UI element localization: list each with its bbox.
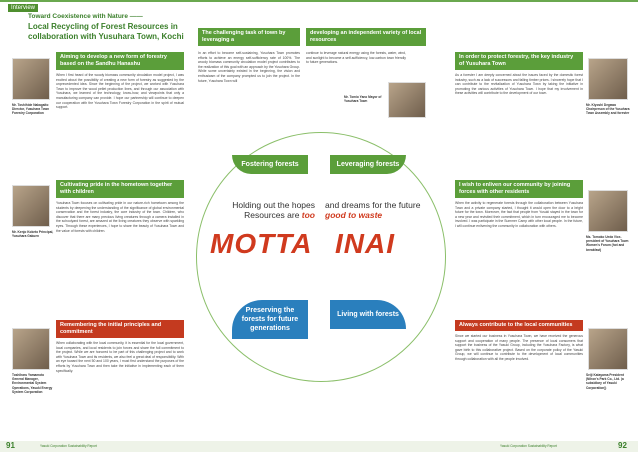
section-7-body: When collaborating with the local community, it is essential for the local government, local companies, and local residents to join forces and share the full commitment to the project. While we are honored to be part of this challenging project and to work with Yusuhara Town and its residents, we also feel a great deal of responsibility. With an eye toward the next 50 and 100 years, I must first understand the purposes of the efforts by Yusuhara Town and then take the initiative in implementing each of them specifically. <box>56 341 184 373</box>
header-tag: Interview <box>8 4 38 12</box>
footer-text-right: Yasuki Corporation Sustainability Report <box>500 444 557 448</box>
section-7-caption: Toshiharu Yamamoto General Manager, Environmental System Operations, Yasuki Energy System Corporation <box>12 373 53 394</box>
section-1 <box>56 52 184 110</box>
section-8-body: Since we started our business in Yusuhara Town, we have received the generous support and cooperation of many people. The presence of local consumers that support the business of the Yasuki Group, including the Yusuhara Factory, is what gave birth to this collaborative project. Based on the corporate policy of the Yasuki Group, we will continue to contribute to the development of local communities through collaboration with all the people involved. <box>455 334 583 361</box>
portrait-photo <box>12 185 50 227</box>
section-3-title: developing an independent variety of local resources <box>306 28 426 46</box>
portrait-photo <box>12 58 50 100</box>
section-4 <box>455 52 583 96</box>
portrait-photo <box>12 328 50 370</box>
page-number-right: 92 <box>618 441 627 450</box>
portrait-photo <box>588 58 628 100</box>
leveraging-label: Leveraging forests <box>330 155 406 174</box>
section-8-title: Always contribute to the local communities <box>455 320 583 331</box>
section-1-title: Aiming to develop a new form of forestry based on the Sandhu Hanashu <box>56 52 184 70</box>
page-number-left: 91 <box>6 441 15 450</box>
section-5 <box>56 180 184 233</box>
section-8 <box>455 320 583 362</box>
section-7-title: Remembering the initial principles and commitment <box>56 320 184 338</box>
preserving-label: Preserving the forests for future generations <box>232 300 308 339</box>
portrait-photo <box>588 328 628 370</box>
section-3-caption: Mr. Tomio Yano Mayor of Yusuhara Town <box>344 95 382 104</box>
hold-out-text <box>205 200 315 220</box>
section-2-body: In an effort to become self-sustaining, Yusuhara Town promotes efforts to achieve an energy self-sufficiency rate of 100%. The woody biomass community circulation model project contributes to the realization of this goal with an approach by the Yusuhara Group. While some uncertainty existed in the beginning, the vision and enthusiasm of the company prompted us to join the project. In the future, Yusuhara Town will <box>198 51 300 83</box>
section-6-caption: Ms. Tomoko Ueda Vice-president of Yusuhara Town Women's Forum (hot and breakfast) <box>586 235 629 252</box>
section-7 <box>56 320 184 373</box>
section-2-title: The challenging task of town by leveraging a <box>198 28 300 46</box>
section-5-body: Yusuhara Town focuses on cultivating pride in our nature-rich hometown among the students by deepening the understanding of the significance of global environmental conservation and the forest industry, the core industry of the town. Children, who discover that there are many precious living creatures through a camera installed in the schoolyard forest, are amazed at the living creatures they observe with sparkling eyes. Through these experiences, I hope to share the beauty of Yusuhara Town and the value of forests with children. <box>56 201 184 233</box>
section-6 <box>455 180 583 229</box>
fostering-label: Fostering forests <box>232 155 308 174</box>
section-5-caption: Mr. Kenjo Koketo Principal, Yusuhara Gakuen <box>12 230 54 239</box>
hold-line-2b: too <box>301 210 315 220</box>
hold-line-2 <box>205 210 315 220</box>
portrait-photo <box>388 82 426 118</box>
hold-line-2a: Resources are <box>244 210 302 220</box>
section-4-title: In order to protect forestry, the key industry of Yusuhara Town <box>455 52 583 70</box>
section-8-caption: Seiji Katayama President (Nihon's Park Co., Ltd. (a subsidiary of Yasuki Corporation)) <box>586 373 624 390</box>
section-6-body: When the activity to regenerate forests through the collaboration between Yusuhara Town and a private company started, I thought it would open the door to a bright future for the town. Moreover, the fact that people from Yusuki stayed in the town for a new year and revisited their commitment, which in turn encouraged me to become involved. I was participate in the Summer Camp with other local people. In the future, I will continue enlivening the community in collaboration with others. <box>455 201 583 228</box>
portrait-photo <box>588 190 628 232</box>
section-3-body: continue to leverage natural energy using the forests, water, wind, and sunlight to become a self-sufficiency, low-carbon town friendly to future generations. <box>306 51 406 65</box>
header-title: Local Recycling of Forest Resources in collaboration with Yusuhara Town, Kochi <box>28 22 184 41</box>
section-4-caption: Mr. Kiyoshi Degawa Chairperson of the Yusuhara Town Assembly and forester <box>586 103 630 116</box>
dream-line-1: and dreams for the future <box>325 200 421 210</box>
section-1-body: When I first heard of the woody biomass community circulation model project, I was excited about the possibility of creating a new form of forestry as suggested by the unprecedented idea. Since the beginning of the project, we worked with Yusuhara Town to improve the wood pellet production lines, and through our association with Yusuhara, we learned of the technology, know-how, and viewpoints that only a manufacturing company can provide. I hope our partnership will continue to deepen our cooperation with the Yusuhara Town Forestry Corporation in the spirit of mutual support. <box>56 73 184 110</box>
living-label: Living with forests <box>330 300 406 329</box>
section-3 <box>306 28 426 65</box>
section-2 <box>198 28 300 83</box>
hold-line-1: Holding out the hopes <box>232 200 315 210</box>
motta-word: MOTTA <box>210 228 313 259</box>
dream-line-2: good to waste <box>325 210 383 220</box>
top-bar <box>0 0 638 2</box>
section-1-caption: Mr. Toshihide Nakagaito Director, Yusuhara Town Forestry Corporation <box>12 103 50 116</box>
dream-text <box>325 200 440 220</box>
section-5-title: Cultivating pride in the hometown together with children <box>56 180 184 198</box>
inai-word: INAI <box>335 228 395 259</box>
section-6-title: I wish to enliven our community by joining forces with other residents <box>455 180 583 198</box>
header-subtitle: Toward Coexistence with Nature —— <box>28 13 143 20</box>
section-4-body: As a forester I am deeply concerned about the issues faced by the domestic forest industry, such as a lack of successors and falling timber prices. I sincerely hope that I can contribute to the revitalization of Yusuhara Town by taking the initiative in promoting the various activities of Yusuhara Town. I hope that my involvement in these activities will contribute to the development of our town. <box>455 73 583 96</box>
footer-text-left: Yasuki Corporation Sustainability Report <box>40 444 97 448</box>
